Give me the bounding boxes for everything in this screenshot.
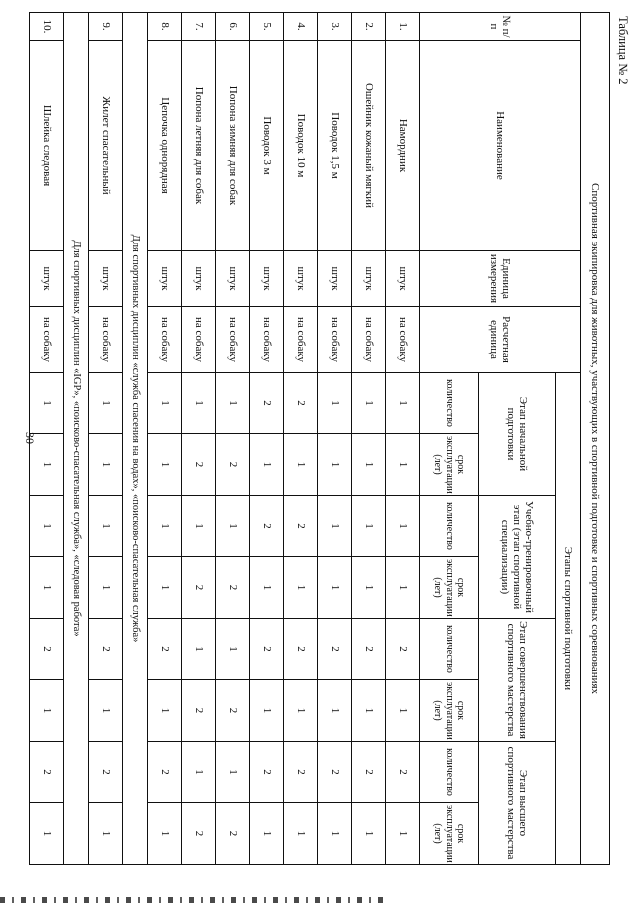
row-num: 3. [318, 13, 352, 41]
calc-unit-cell: на собаку [284, 307, 318, 373]
value-cell: 1 [216, 619, 250, 680]
value-cell: 2 [89, 619, 123, 680]
calc-unit-cell: на собаку [148, 307, 182, 373]
value-cell: 1 [182, 619, 216, 680]
value-cell: 2 [216, 557, 250, 619]
value-cell: 1 [182, 496, 216, 557]
unit-cell: штук [250, 251, 284, 307]
header-stage-improvement: Этап совершенствования спортивного мастерства [479, 619, 556, 742]
value-cell: 2 [182, 803, 216, 865]
page-number: 30 [23, 432, 37, 444]
value-cell: 1 [352, 803, 386, 865]
value-cell: 2 [182, 434, 216, 496]
header-row-1 [556, 13, 581, 865]
unit-cell: штук [386, 251, 420, 307]
value-cell: 1 [318, 496, 352, 557]
value-cell: 1 [182, 373, 216, 434]
section-row [123, 13, 148, 865]
value-cell: 2 [216, 680, 250, 742]
row-num: 10. [30, 13, 64, 41]
section-title: Для спортивных дисциплин «служба спасения на водах», «поисково-спасательная служба» [123, 13, 148, 865]
table-title-row [581, 13, 610, 865]
header-term: срок эксплуатации (лет) [420, 803, 479, 865]
value-cell: 2 [318, 742, 352, 803]
value-cell: 1 [284, 557, 318, 619]
calc-unit-cell: на собаку [250, 307, 284, 373]
value-cell: 1 [386, 557, 420, 619]
table-title: Спортивная экипировка для животных, участвующих в спортивной подготовке и спортивных соревнованиях [581, 13, 610, 865]
table-row [148, 13, 182, 865]
item-name: Поводок 10 м [284, 41, 318, 251]
value-cell: 2 [30, 619, 64, 680]
unit-cell: штук [30, 251, 64, 307]
value-cell: 2 [148, 742, 182, 803]
equipment-table [29, 12, 610, 865]
header-stage-highest: Этап высшего спортивного мастерства [479, 742, 556, 865]
item-name: Цепочка однорядная [148, 41, 182, 251]
row-num: 2. [352, 13, 386, 41]
item-name: Жилет спасательный [89, 41, 123, 251]
row-num: 4. [284, 13, 318, 41]
item-name: Поводок 1,5 м [318, 41, 352, 251]
value-cell: 1 [284, 434, 318, 496]
header-stage-training: Учебно-тренировочный этап (этап спортивной специализации) [479, 496, 556, 619]
value-cell: 1 [250, 557, 284, 619]
calc-unit-cell: на собаку [89, 307, 123, 373]
table-row [216, 13, 250, 865]
calc-unit-cell: на собаку [216, 307, 250, 373]
value-cell: 2 [89, 742, 123, 803]
value-cell: 2 [386, 619, 420, 680]
row-num: 9. [89, 13, 123, 41]
header-stages-group: Этапы спортивной подготовки [556, 373, 581, 865]
table-label: Таблица № 2 [616, 16, 630, 85]
value-cell: 1 [250, 803, 284, 865]
value-cell: 1 [30, 496, 64, 557]
table-row [386, 13, 420, 865]
value-cell: 1 [352, 680, 386, 742]
header-term: срок эксплуатации (лет) [420, 434, 479, 496]
value-cell: 2 [284, 742, 318, 803]
value-cell: 1 [250, 680, 284, 742]
value-cell: 2 [30, 742, 64, 803]
value-cell: 2 [284, 619, 318, 680]
value-cell: 2 [284, 496, 318, 557]
value-cell: 2 [352, 742, 386, 803]
calc-unit-cell: на собаку [182, 307, 216, 373]
table-row [250, 13, 284, 865]
header-qty: количество [420, 742, 479, 803]
value-cell: 1 [89, 373, 123, 434]
value-cell: 2 [250, 496, 284, 557]
value-cell: 1 [89, 680, 123, 742]
value-cell: 2 [182, 557, 216, 619]
value-cell: 1 [30, 803, 64, 865]
value-cell: 1 [148, 557, 182, 619]
table-row [284, 13, 318, 865]
section-title: Для спортивных дисциплин «IGP», «поисково-спасательная служба», «следовая работа» [64, 13, 89, 865]
value-cell: 1 [386, 496, 420, 557]
value-cell: 1 [148, 373, 182, 434]
item-name: Попона летняя для собак [182, 41, 216, 251]
value-cell: 2 [318, 619, 352, 680]
value-cell: 1 [386, 803, 420, 865]
value-cell: 1 [386, 434, 420, 496]
value-cell: 1 [89, 803, 123, 865]
table-row [352, 13, 386, 865]
header-qty: количество [420, 373, 479, 434]
value-cell: 1 [89, 434, 123, 496]
value-cell: 1 [352, 434, 386, 496]
header-num: № п/п [420, 13, 581, 41]
value-cell: 1 [318, 557, 352, 619]
item-name: Ошейник кожаный мягкий [352, 41, 386, 251]
value-cell: 2 [250, 742, 284, 803]
calc-unit-cell: на собаку [318, 307, 352, 373]
value-cell: 1 [182, 742, 216, 803]
header-term: срок эксплуатации (лет) [420, 557, 479, 619]
row-num: 8. [148, 13, 182, 41]
unit-cell: штук [216, 251, 250, 307]
unit-cell: штук [284, 251, 318, 307]
section-row [64, 13, 89, 865]
value-cell: 2 [386, 742, 420, 803]
value-cell: 1 [318, 680, 352, 742]
table-row [89, 13, 123, 865]
value-cell: 1 [148, 434, 182, 496]
value-cell: 1 [216, 742, 250, 803]
unit-cell: штук [318, 251, 352, 307]
value-cell: 2 [182, 680, 216, 742]
value-cell: 1 [148, 680, 182, 742]
value-cell: 1 [386, 373, 420, 434]
row-num: 5. [250, 13, 284, 41]
value-cell: 1 [352, 557, 386, 619]
item-name: Поводок 3 м [250, 41, 284, 251]
row-num: 1. [386, 13, 420, 41]
row-num: 6. [216, 13, 250, 41]
value-cell: 1 [30, 680, 64, 742]
item-name: Попона зимняя для собак [216, 41, 250, 251]
unit-cell: штук [182, 251, 216, 307]
value-cell: 2 [250, 619, 284, 680]
scan-artifact [0, 897, 388, 903]
value-cell: 1 [216, 373, 250, 434]
unit-cell: штук [89, 251, 123, 307]
header-qty: количество [420, 619, 479, 680]
value-cell: 1 [250, 434, 284, 496]
value-cell: 1 [30, 373, 64, 434]
header-stage-initial: Этап начальной подготовки [479, 373, 556, 496]
value-cell: 1 [148, 803, 182, 865]
unit-cell: штук [352, 251, 386, 307]
value-cell: 1 [148, 496, 182, 557]
value-cell: 1 [352, 373, 386, 434]
value-cell: 1 [318, 373, 352, 434]
value-cell: 1 [318, 434, 352, 496]
header-calc-unit: Расчетная единица [420, 307, 581, 373]
value-cell: 1 [89, 496, 123, 557]
value-cell: 1 [352, 496, 386, 557]
value-cell: 1 [284, 680, 318, 742]
item-name: Шлейка следовая [30, 41, 64, 251]
unit-cell: штук [148, 251, 182, 307]
value-cell: 1 [89, 557, 123, 619]
value-cell: 2 [250, 373, 284, 434]
item-name: Намордник [386, 41, 420, 251]
header-qty: количество [420, 496, 479, 557]
calc-unit-cell: на собаку [352, 307, 386, 373]
value-cell: 2 [148, 619, 182, 680]
value-cell: 1 [30, 557, 64, 619]
value-cell: 2 [352, 619, 386, 680]
row-num: 7. [182, 13, 216, 41]
table-row [318, 13, 352, 865]
header-name: Наименование [420, 41, 581, 251]
header-unit: Единица измерения [420, 251, 581, 307]
table-row [182, 13, 216, 865]
value-cell: 1 [216, 496, 250, 557]
value-cell: 1 [30, 434, 64, 496]
header-term: срок эксплуатации (лет) [420, 680, 479, 742]
value-cell: 2 [216, 434, 250, 496]
value-cell: 2 [216, 803, 250, 865]
value-cell: 1 [318, 803, 352, 865]
value-cell: 1 [284, 803, 318, 865]
value-cell: 2 [284, 373, 318, 434]
rotated-page-content [20, 12, 632, 864]
calc-unit-cell: на собаку [30, 307, 64, 373]
value-cell: 1 [386, 680, 420, 742]
calc-unit-cell: на собаку [386, 307, 420, 373]
